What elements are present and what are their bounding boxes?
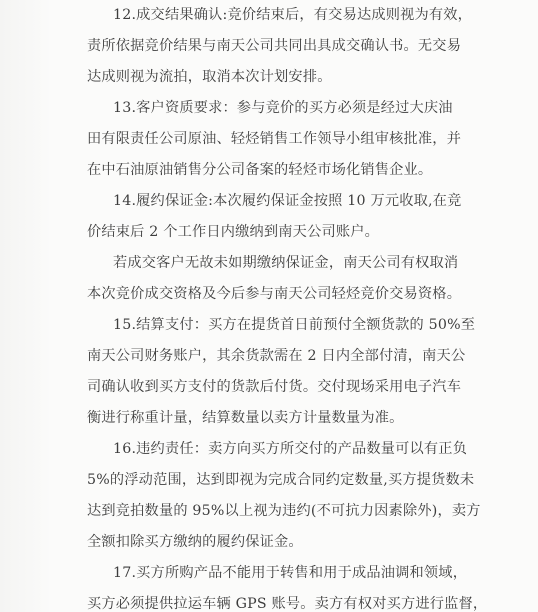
text-line: 全额扣除买方缴纳的履约保证金。 — [87, 534, 303, 550]
scan-edge-shadow — [0, 0, 52, 612]
text-line: 16.违约责任：卖方向买方所交付的产品数量可以有正负 — [113, 441, 468, 457]
text-line: 本次竞价成交资格及今后参与南天公司轻烃竞价交易资格。 — [87, 286, 462, 302]
text-line: 买方必须提供拉运车辆 GPS 账号。卖方有权对买方进行监督， — [87, 596, 488, 612]
text-line: 在中石油原油销售分公司备案的轻烃市场化销售企业。 — [87, 162, 433, 178]
text-line: 5%的浮动范围，达到即视为完成合同约定数量,买方提货数未 — [87, 472, 475, 488]
text-line: 责所依据竞价结果与南天公司共同出具成交确认书。无交易 — [87, 38, 462, 54]
text-line: 达成则视为流拍，取消本次计划安排。 — [87, 69, 332, 85]
text-line: 价结束后 2 个工作日内缴纳到南天公司账户。 — [87, 224, 380, 240]
text-line: 若成交客户无故未如期缴纳保证金，南天公司有权取消 — [113, 255, 459, 271]
text-line: 12.成交结果确认:竞价结束后，有交易达成则视为有效， — [113, 7, 473, 23]
text-line: 田有限责任公司原油、轻烃销售工作领导小组审核批准，并 — [87, 131, 462, 147]
text-line: 17.买方所购产品不能用于转售和用于成品油调和领域， — [113, 565, 468, 581]
text-line: 达到竞拍数量的 95%以上视为违约(不可抗力因素除外)，卖方 — [87, 503, 481, 519]
text-line: 13.客户资质要求：参与竞价的买方必须是经过大庆油 — [113, 100, 453, 116]
text-line: 南天公司财务账户，其余货款需在 2 日内全部付清，南天公 — [87, 348, 466, 364]
text-line: 司确认收到买方支付的货款后付货。交付现场采用电子汽车 — [87, 379, 462, 395]
text-line: 14.履约保证金:本次履约保证金按照 10 万元收取,在竞 — [113, 193, 462, 209]
text-line: 15.结算支付：买方在提货首日前预付全额货款的 50%至 — [113, 317, 476, 333]
text-line: 衡进行称重计量，结算数量以卖方计量数量为准。 — [87, 410, 404, 426]
